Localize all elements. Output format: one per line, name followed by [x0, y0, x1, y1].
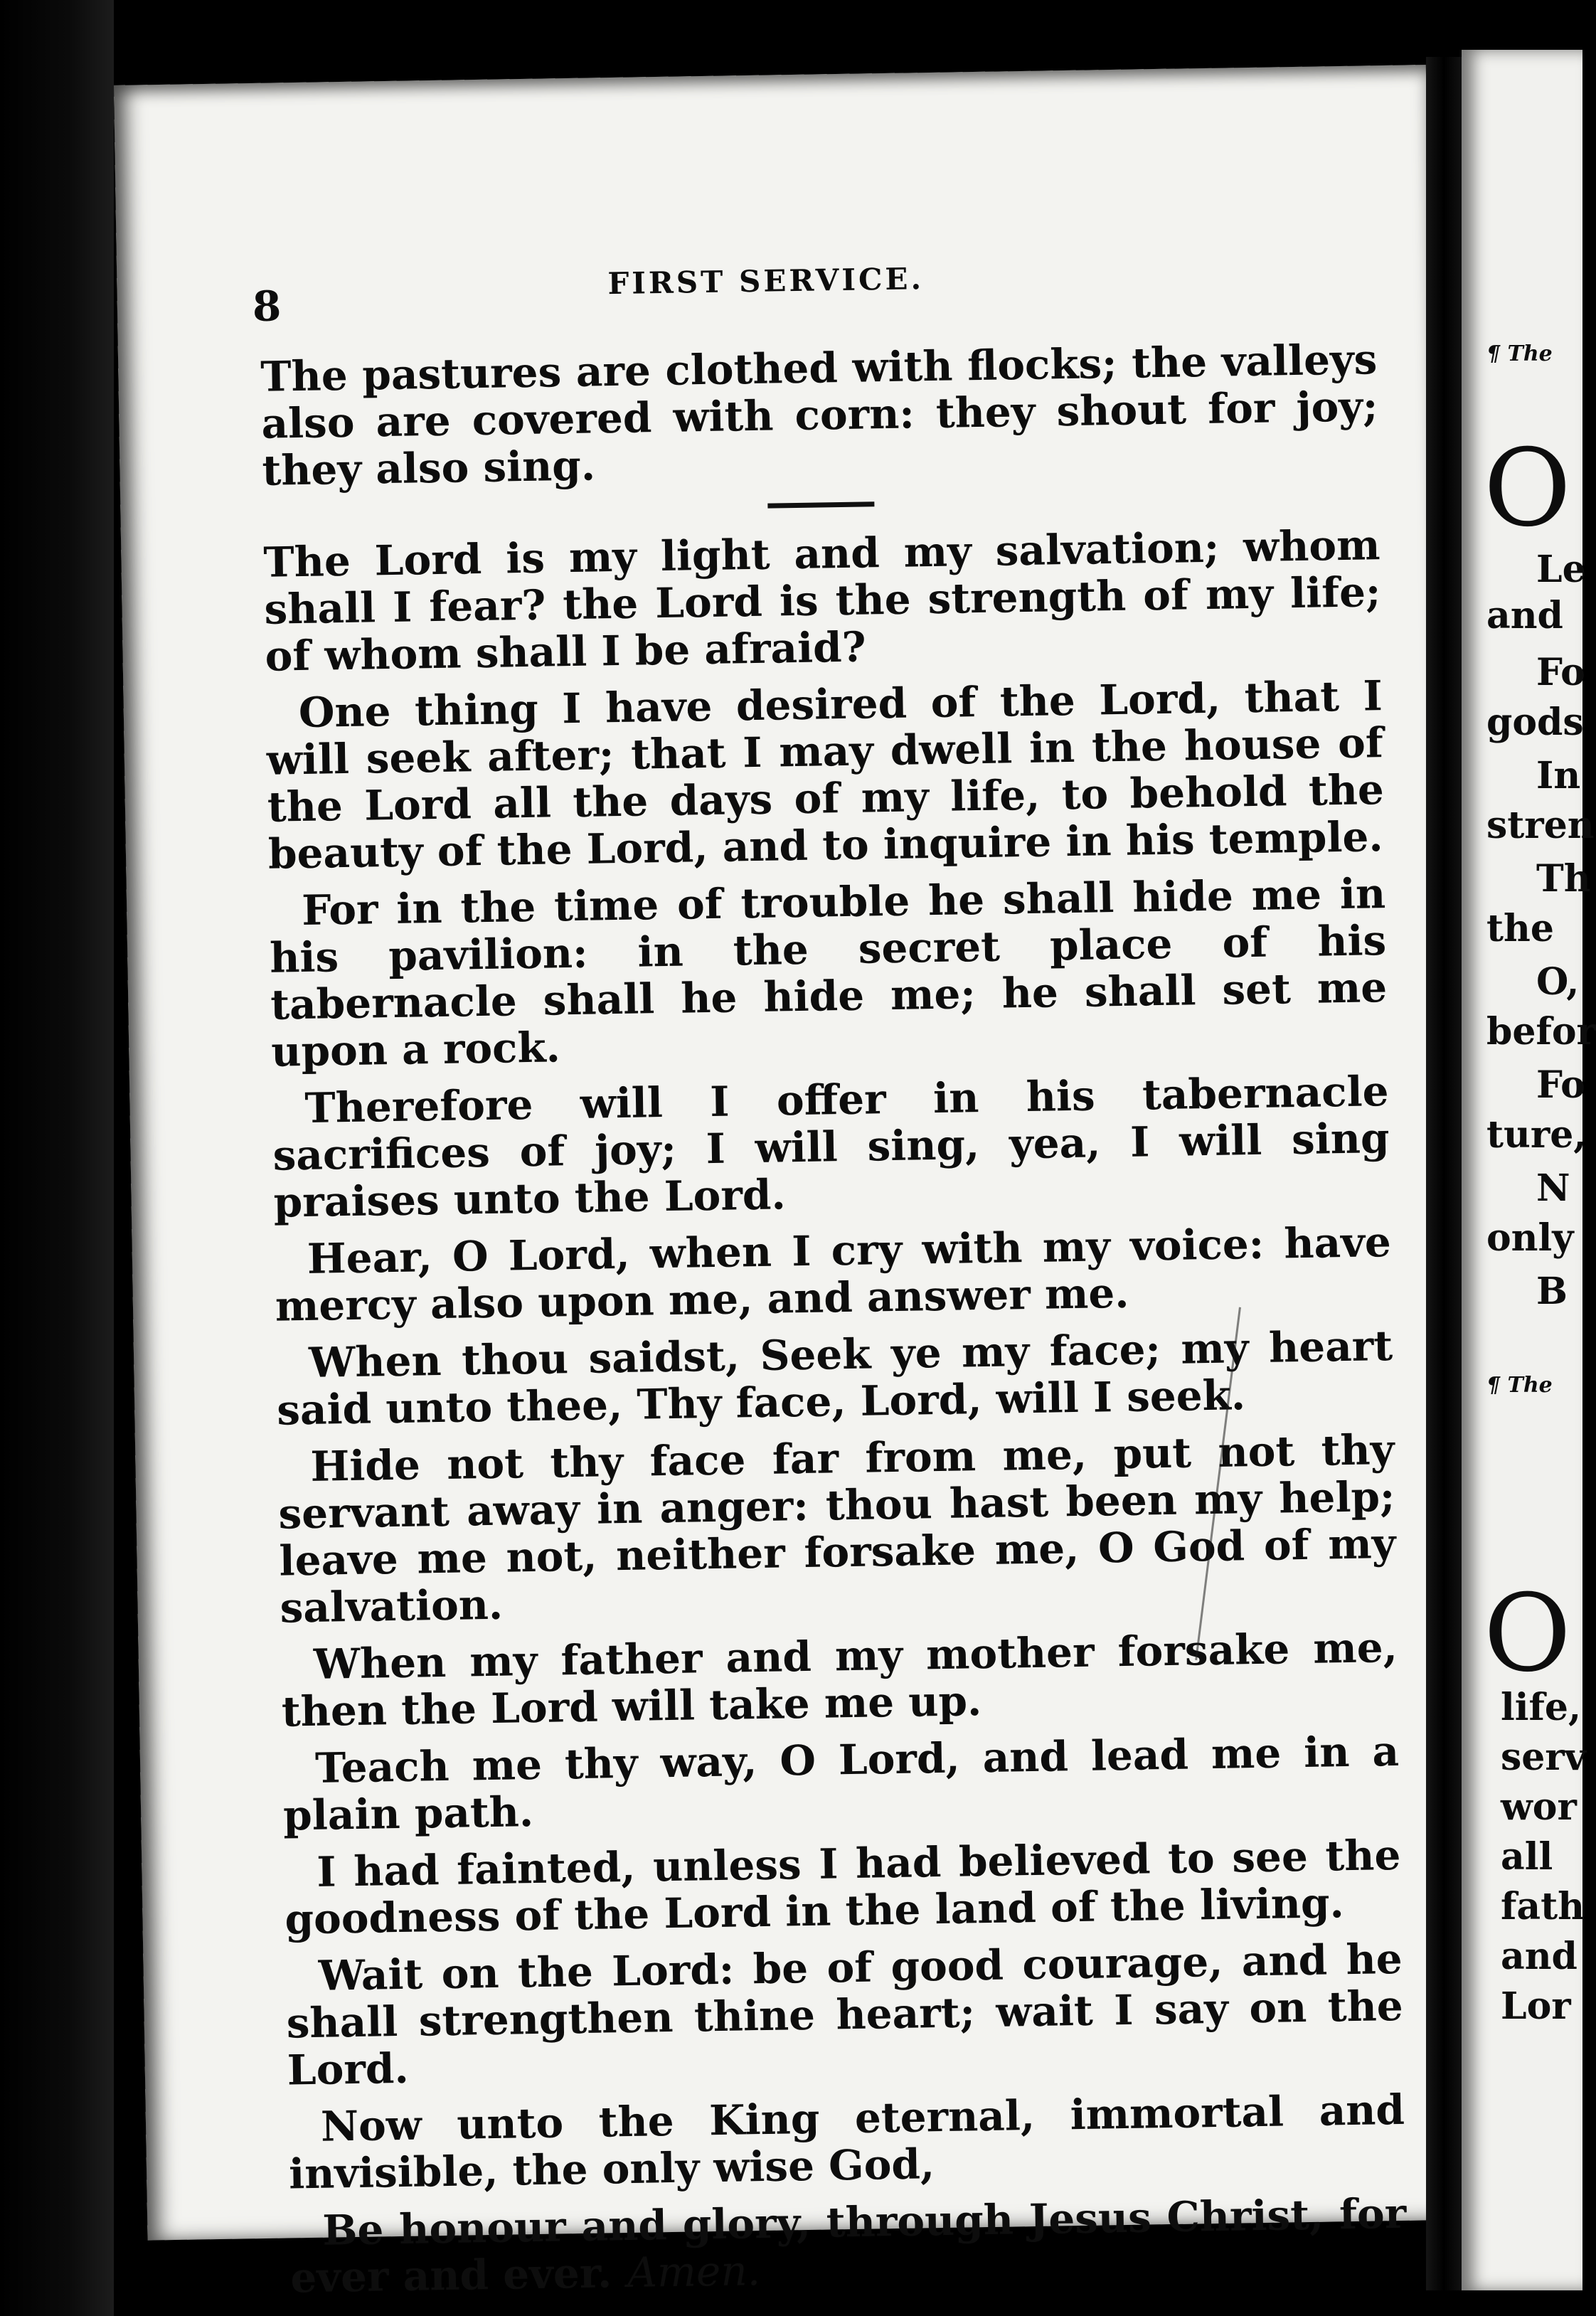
verse: Now unto the King eternal, immortal and invisible, the only wise God, [288, 2085, 1405, 2199]
section-divider [767, 501, 874, 508]
verse: The Lord is my light and my salvation; whom shall I fear? the Lord is the strength of my life; of whom shall I be afraid? [263, 521, 1381, 681]
page-number: 8 [252, 282, 282, 331]
line-fragment: all [1501, 1835, 1553, 1879]
line-fragment: only [1486, 1216, 1574, 1260]
verse: For in the time of trouble he shall hide me in his pavilion: in the secret place of his tabernacle shall he hide me; he shall set me upon a rock. [269, 869, 1388, 1076]
line-fragment: B [1536, 1270, 1568, 1313]
line-fragment: Fo [1536, 1063, 1585, 1107]
line-fragment: serv [1501, 1736, 1586, 1779]
line-fragment: gods [1486, 701, 1584, 744]
verse: Therefore will I offer in his tabernacle sacrifices of joy; I will sing, yea, I will sing praises unto the Lord. [272, 1067, 1390, 1227]
page-body [260, 336, 1408, 2311]
line-fragment: and [1486, 594, 1563, 637]
line-fragment: N [1536, 1167, 1570, 1210]
amen: Amen. [627, 2246, 761, 2298]
closing-verse [289, 2190, 1408, 2302]
line-fragment: befor [1486, 1010, 1596, 1053]
line-fragment: Th [1536, 857, 1591, 901]
drop-capital: O [1484, 1572, 1571, 1696]
rubric-fragment: ¶ The [1486, 341, 1553, 366]
verse-text: Be honour and glory, through Jesus Christ, for ever and ever. [289, 2189, 1407, 2302]
drop-capital: O [1484, 427, 1571, 551]
line-fragment: wor [1501, 1785, 1577, 1829]
opening-verse: The pastures are clothed with flocks; the valleys also are covered with corn: they shout for joy; they also sing. [260, 335, 1378, 495]
verse: Hide not thy face far from me, put not thy servant away in anger: thou hast been my help; leave me not, neither forsake me, O God of my salvation. [278, 1425, 1396, 1632]
verse: Hear, O Lord, when I cry with my voice: have mercy also upon me, and answer me. [275, 1217, 1392, 1331]
verse: Wait on the Lord: be of good courage, and he shall strengthen thine heart; wait I say on the Lord. [286, 1934, 1404, 2095]
verse: When my father and my mother forsake me, then the Lord will take me up. [281, 1622, 1398, 1736]
line-fragment: ture, [1486, 1113, 1587, 1157]
line-fragment: Le [1536, 548, 1586, 591]
line-fragment: the [1486, 907, 1554, 950]
line-fragment: Lor [1501, 1985, 1571, 2028]
running-head: FIRST SERVICE. [607, 261, 925, 302]
line-fragment: Fo [1536, 651, 1585, 694]
verse: I had fainted, unless I had believed to see the goodness of the Lord in the land of the living. [284, 1830, 1401, 1944]
verse: When thou saidst, Seek ye my face; my heart said unto thee, Thy face, Lord, will I seek. [276, 1321, 1393, 1435]
line-fragment: life, [1501, 1686, 1582, 1729]
verse: One thing I have desired of the Lord, that I will seek after; that I may dwell in the house of the Lord all the days of my life, to behold the beauty of the Lord, and to inquire in his temple. [266, 671, 1385, 878]
line-fragment: O, [1536, 960, 1580, 1004]
verse: Teach me thy way, O Lord, and lead me in a plain path. [282, 1726, 1400, 1840]
line-fragment: fath [1501, 1885, 1585, 1928]
rubric-fragment: ¶ The [1486, 1373, 1553, 1398]
line-fragment: In [1536, 754, 1581, 797]
line-fragment: and [1501, 1935, 1578, 1978]
book-binding-shadow [0, 0, 114, 2316]
line-fragment: stren [1486, 804, 1595, 847]
right-page-text [1458, 0, 1596, 2316]
left-page-text [114, 65, 1459, 2302]
